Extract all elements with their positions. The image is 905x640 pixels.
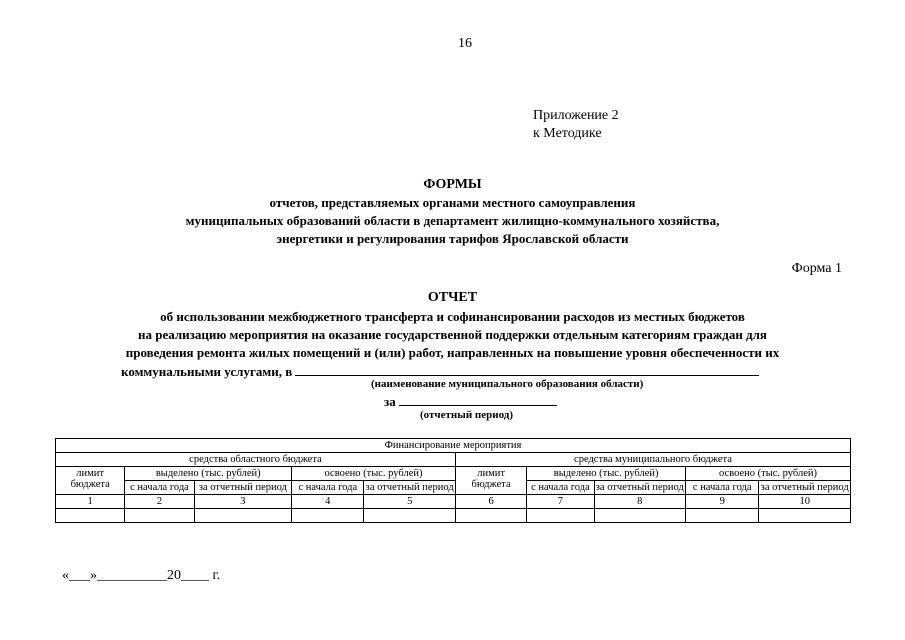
column-number: 9 [686,495,759,509]
regional-allocated-header: выделено (тыс. рублей) [125,467,292,481]
period-prefix: за [384,394,396,409]
table-cell [364,509,455,523]
table-cell [455,509,526,523]
table-header-row-4 [56,481,851,495]
column-number: 3 [194,495,291,509]
column-number: 1 [56,495,125,509]
table-header-row-2 [56,453,851,467]
municipal-budget-header: средства муниципального бюджета [455,453,850,467]
table-cell [686,509,759,523]
reporting-period-header: за отчетный период [365,482,454,493]
municipality-caption: (наименование муниципального образования области) [371,378,644,390]
period-caption: (отчетный период) [420,409,514,421]
appendix-line-2: к Методике [533,126,602,141]
regional-budget-header: средства областного бюджета [56,453,456,467]
forms-subtitle-line-3: энергетики и регулирования тарифов Ярославской области [276,231,629,246]
forms-heading: ФОРМЫ [423,177,482,192]
period-line [384,393,557,410]
column-number: 8 [594,495,685,509]
table-cell [194,509,291,523]
date-line: «___»__________20____ г. [62,568,221,583]
period-blank [399,393,557,406]
form-label: Форма 1 [791,261,842,276]
report-line-4-prefix: коммунальными услугами, в [121,364,293,379]
column-number: 7 [527,495,594,509]
since-start-header: с начала года [527,481,594,495]
column-number: 6 [455,495,526,509]
empty-data-row [56,509,851,523]
report-heading: ОТЧЕТ [427,290,478,305]
column-number: 5 [364,495,455,509]
municipal-allocated-header: выделено (тыс. рублей) [527,467,686,481]
table-cell [527,509,594,523]
column-number: 4 [292,495,364,509]
table-cell [759,509,851,523]
forms-subtitle-line-1: отчетов, представляемых органами местного самоуправления [269,195,636,210]
since-start-header: с начала года [125,481,194,495]
report-line-1: об использовании межбюджетного трансферта и софинансировании расходов из местных бюджетов [160,309,745,324]
since-start-header: с начала года [292,481,364,495]
municipal-mastered-header: освоено (тыс. рублей) [686,467,851,481]
report-line-2: на реализацию мероприятия на оказание государственной поддержки отдельным категориям граждан для [138,327,767,342]
table-cell [292,509,364,523]
table-cell [56,509,125,523]
appendix-line-1: Приложение 2 [533,108,619,123]
financing-table [55,438,851,523]
table-header-row-3 [56,467,851,481]
page-number: 16 [458,36,472,51]
financing-header: Финансирование мероприятия [56,439,851,453]
reporting-period-header: за отчетный период [194,481,291,495]
table-header-row-1 [56,439,851,453]
column-number: 2 [125,495,194,509]
since-start-header: с начала года [686,481,759,495]
table-cell [125,509,194,523]
reporting-period-header: за отчетный период [760,482,849,493]
municipal-limit-header: лимит бюджета [455,467,526,495]
reporting-period-header: за отчетный период [595,482,684,493]
table-cell [594,509,685,523]
forms-subtitle-line-2: муниципальных образований области в департамент жилищно-коммунального хозяйства, [185,213,720,228]
report-line-3: проведения ремонта жилых помещений и (или) работ, направленных на повышение уровня обеспеченности их [125,345,780,360]
column-number-row [56,495,851,509]
municipality-blank [295,363,759,376]
regional-mastered-header: освоено (тыс. рублей) [292,467,456,481]
regional-limit-header: лимит бюджета [56,467,125,495]
column-number: 10 [759,495,851,509]
